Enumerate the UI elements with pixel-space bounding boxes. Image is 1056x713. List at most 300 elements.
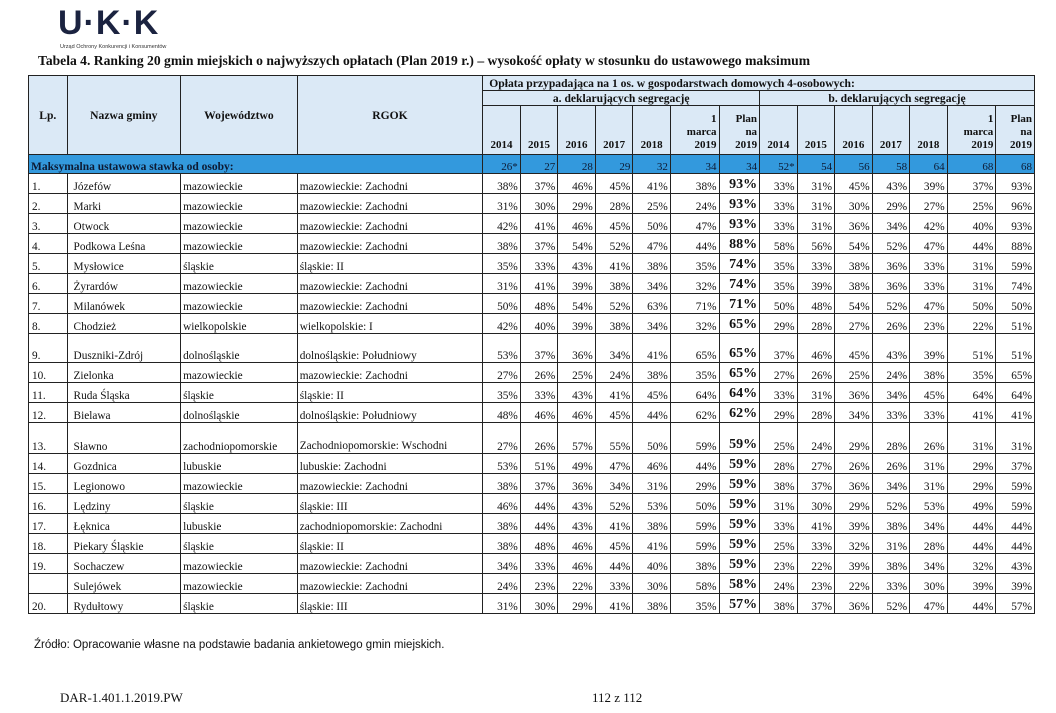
cell-a-value: 62% [670, 403, 719, 423]
cell-b-value: 31% [760, 494, 798, 514]
cell-b-value: 29% [947, 454, 996, 474]
cell-b-value: 29% [947, 474, 996, 494]
cell-lp: 2. [29, 194, 68, 214]
header-a-2017: 2017 [595, 106, 633, 155]
table-row [29, 214, 1035, 234]
cell-a-value: 51% [520, 454, 558, 474]
max-b-2015: 54 [797, 155, 835, 174]
cell-b-value: 33% [760, 214, 798, 234]
cell-b-value: 59% [996, 474, 1035, 494]
cell-b-value: 50% [996, 294, 1035, 314]
cell-b-value: 28% [872, 423, 910, 454]
cell-a-plan: 59% [719, 514, 760, 534]
cell-b-value: 37% [797, 594, 835, 614]
max-a-2015: 27 [520, 155, 558, 174]
cell-b-value: 27% [910, 194, 948, 214]
cell-a-plan: 88% [719, 234, 760, 254]
cell-rgok: mazowieckie: Zachodni [297, 474, 483, 494]
cell-b-value: 27% [797, 454, 835, 474]
cell-b-value: 35% [760, 254, 798, 274]
cell-rgok: mazowieckie: Zachodni [297, 363, 483, 383]
cell-a-value: 55% [595, 423, 633, 454]
cell-lp: 3. [29, 214, 68, 234]
cell-a-plan: 93% [719, 214, 760, 234]
cell-a-value: 39% [558, 274, 596, 294]
cell-b-value: 36% [872, 274, 910, 294]
cell-a-value: 24% [483, 574, 521, 594]
cell-a-value: 45% [595, 534, 633, 554]
cell-wojewodztwo: mazowieckie [181, 554, 298, 574]
cell-b-value: 31% [910, 454, 948, 474]
cell-a-value: 23% [520, 574, 558, 594]
cell-b-value: 38% [835, 274, 873, 294]
cell-a-value: 31% [483, 194, 521, 214]
cell-b-value: 26% [910, 423, 948, 454]
cell-a-value: 58% [670, 574, 719, 594]
cell-lp: 16. [29, 494, 68, 514]
header-b-plan: Plan na 2019 [996, 106, 1035, 155]
header-b-2016: 2016 [835, 106, 873, 155]
cell-b-value: 34% [872, 214, 910, 234]
cell-b-value: 25% [947, 194, 996, 214]
cell-gmina: Rydułtowy [67, 594, 181, 614]
cell-a-value: 44% [670, 234, 719, 254]
cell-b-value: 52% [872, 294, 910, 314]
cell-b-value: 41% [996, 403, 1035, 423]
cell-a-value: 42% [483, 214, 521, 234]
cell-b-value: 29% [760, 314, 798, 334]
cell-b-value: 64% [947, 383, 996, 403]
cell-a-value: 46% [558, 554, 596, 574]
cell-a-value: 65% [670, 334, 719, 363]
cell-wojewodztwo: śląskie [181, 254, 298, 274]
cell-b-value: 32% [947, 554, 996, 574]
cell-b-value: 36% [835, 594, 873, 614]
cell-b-value: 39% [835, 554, 873, 574]
cell-b-value: 31% [797, 194, 835, 214]
cell-a-value: 44% [633, 403, 671, 423]
cell-a-plan: 65% [719, 314, 760, 334]
cell-b-value: 35% [947, 363, 996, 383]
cell-a-plan: 64% [719, 383, 760, 403]
cell-wojewodztwo: mazowieckie [181, 363, 298, 383]
cell-a-plan: 93% [719, 174, 760, 194]
cell-a-value: 24% [670, 194, 719, 214]
cell-lp: 20. [29, 594, 68, 614]
cell-b-value: 22% [835, 574, 873, 594]
cell-a-value: 29% [558, 194, 596, 214]
cell-b-value: 39% [947, 574, 996, 594]
cell-a-plan: 65% [719, 334, 760, 363]
header-b-2018: 2018 [910, 106, 948, 155]
cell-a-value: 46% [520, 403, 558, 423]
max-a-2017: 29 [595, 155, 633, 174]
header-group-b: b. deklarujących segregację [760, 91, 1035, 106]
cell-a-value: 30% [520, 194, 558, 214]
cell-a-value: 29% [558, 594, 596, 614]
cell-b-value: 33% [760, 514, 798, 534]
cell-a-value: 30% [633, 574, 671, 594]
cell-b-value: 35% [760, 274, 798, 294]
table-row [29, 274, 1035, 294]
cell-b-value: 31% [872, 534, 910, 554]
cell-rgok: mazowieckie: Zachodni [297, 234, 483, 254]
cell-a-value: 38% [633, 514, 671, 534]
cell-b-value: 30% [835, 194, 873, 214]
cell-rgok: mazowieckie: Zachodni [297, 294, 483, 314]
cell-gmina: Józefów [67, 174, 181, 194]
cell-a-plan: 58% [719, 574, 760, 594]
cell-b-value: 38% [760, 594, 798, 614]
cell-lp: 13. [29, 423, 68, 454]
cell-a-value: 38% [670, 554, 719, 574]
max-a-marca: 34 [670, 155, 719, 174]
table-row [29, 514, 1035, 534]
cell-a-plan: 59% [719, 454, 760, 474]
cell-b-value: 33% [910, 403, 948, 423]
cell-b-value: 27% [760, 363, 798, 383]
cell-b-value: 54% [835, 294, 873, 314]
cell-b-value: 38% [835, 254, 873, 274]
cell-a-value: 59% [670, 423, 719, 454]
cell-b-value: 54% [835, 234, 873, 254]
cell-a-value: 45% [633, 383, 671, 403]
cell-wojewodztwo: mazowieckie [181, 294, 298, 314]
cell-b-value: 31% [947, 274, 996, 294]
cell-wojewodztwo: mazowieckie [181, 194, 298, 214]
cell-rgok: śląskie: III [297, 594, 483, 614]
cell-a-value: 25% [633, 194, 671, 214]
cell-b-value: 22% [947, 314, 996, 334]
cell-lp: 4. [29, 234, 68, 254]
cell-a-value: 48% [520, 534, 558, 554]
table-row [29, 254, 1035, 274]
cell-a-value: 38% [633, 254, 671, 274]
cell-a-value: 41% [595, 594, 633, 614]
cell-rgok: dolnośląskie: Południowy [297, 403, 483, 423]
cell-a-value: 38% [633, 594, 671, 614]
max-b-plan: 68 [996, 155, 1035, 174]
cell-a-value: 59% [670, 534, 719, 554]
cell-b-value: 51% [996, 334, 1035, 363]
cell-lp: 14. [29, 454, 68, 474]
cell-a-value: 43% [558, 254, 596, 274]
cell-a-value: 52% [595, 494, 633, 514]
cell-b-value: 26% [872, 454, 910, 474]
max-b-2016: 56 [835, 155, 873, 174]
cell-a-value: 34% [633, 274, 671, 294]
cell-a-value: 50% [483, 294, 521, 314]
cell-b-value: 44% [996, 514, 1035, 534]
cell-wojewodztwo: mazowieckie [181, 574, 298, 594]
max-b-2014: 52* [760, 155, 798, 174]
cell-wojewodztwo: mazowieckie [181, 174, 298, 194]
cell-b-value: 28% [797, 314, 835, 334]
cell-b-value: 42% [910, 214, 948, 234]
cell-gmina: Bielawa [67, 403, 181, 423]
cell-a-value: 44% [520, 514, 558, 534]
cell-a-value: 38% [483, 474, 521, 494]
cell-lp: 1. [29, 174, 68, 194]
cell-wojewodztwo: mazowieckie [181, 474, 298, 494]
table-row [29, 294, 1035, 314]
cell-b-value: 53% [910, 494, 948, 514]
table-row [29, 594, 1035, 614]
cell-a-value: 46% [558, 534, 596, 554]
cell-a-value: 38% [633, 363, 671, 383]
cell-rgok: mazowieckie: Zachodni [297, 194, 483, 214]
cell-b-value: 23% [910, 314, 948, 334]
cell-gmina: Zielonka [67, 363, 181, 383]
uokik-logo [58, 6, 178, 52]
cell-b-value: 33% [910, 254, 948, 274]
cell-a-value: 47% [595, 454, 633, 474]
header-a-2014: 2014 [483, 106, 521, 155]
cell-b-value: 44% [947, 594, 996, 614]
cell-a-value: 63% [633, 294, 671, 314]
cell-b-value: 38% [760, 474, 798, 494]
cell-b-value: 38% [910, 363, 948, 383]
document-id: DAR-1.401.1.2019.PW [60, 690, 183, 705]
cell-b-value: 36% [835, 383, 873, 403]
max-b-2017: 58 [872, 155, 910, 174]
cell-a-plan: 59% [719, 534, 760, 554]
cell-b-value: 34% [872, 383, 910, 403]
cell-lp [29, 574, 68, 594]
cell-a-value: 37% [520, 474, 558, 494]
cell-b-value: 39% [797, 274, 835, 294]
header-gmina: Nazwa gminy [67, 76, 181, 155]
cell-gmina: Duszniki-Zdrój [67, 334, 181, 363]
cell-b-value: 65% [996, 363, 1035, 383]
cell-a-value: 34% [595, 334, 633, 363]
cell-wojewodztwo: śląskie [181, 534, 298, 554]
max-rate-label: Maksymalna ustawowa stawka od osoby: [29, 155, 483, 174]
cell-a-value: 41% [633, 534, 671, 554]
cell-a-value: 49% [558, 454, 596, 474]
header-a-2016: 2016 [558, 106, 596, 155]
header-rgok: RGOK [297, 76, 483, 155]
cell-b-value: 26% [797, 363, 835, 383]
cell-a-value: 41% [595, 254, 633, 274]
cell-lp: 17. [29, 514, 68, 534]
table-row [29, 334, 1035, 363]
cell-b-value: 33% [797, 534, 835, 554]
table-row [29, 534, 1035, 554]
cell-b-value: 45% [835, 174, 873, 194]
cell-b-value: 88% [996, 234, 1035, 254]
cell-a-value: 28% [595, 194, 633, 214]
cell-b-value: 46% [797, 334, 835, 363]
cell-b-value: 36% [872, 254, 910, 274]
cell-lp: 15. [29, 474, 68, 494]
cell-wojewodztwo: mazowieckie [181, 234, 298, 254]
cell-wojewodztwo: lubuskie [181, 514, 298, 534]
cell-wojewodztwo: śląskie [181, 383, 298, 403]
cell-lp: 19. [29, 554, 68, 574]
header-a-plan: Plan na 2019 [719, 106, 760, 155]
cell-a-value: 42% [483, 314, 521, 334]
cell-gmina: Sławno [67, 423, 181, 454]
cell-b-value: 33% [872, 403, 910, 423]
cell-a-plan: 93% [719, 194, 760, 214]
cell-rgok: Zachodniopomorskie: Wschodni [297, 423, 483, 454]
cell-b-value: 41% [797, 514, 835, 534]
table-row [29, 314, 1035, 334]
cell-gmina: Sulejówek [67, 574, 181, 594]
cell-b-value: 23% [797, 574, 835, 594]
cell-b-value: 37% [760, 334, 798, 363]
cell-b-value: 41% [947, 403, 996, 423]
cell-b-value: 30% [797, 494, 835, 514]
cell-a-value: 64% [670, 383, 719, 403]
cell-a-plan: 71% [719, 294, 760, 314]
cell-a-value: 48% [483, 403, 521, 423]
cell-a-value: 36% [558, 334, 596, 363]
cell-a-value: 50% [670, 494, 719, 514]
cell-a-value: 46% [558, 403, 596, 423]
cell-rgok: mazowieckie: Zachodni [297, 554, 483, 574]
cell-a-value: 33% [520, 383, 558, 403]
cell-b-value: 52% [872, 234, 910, 254]
cell-wojewodztwo: wielkopolskie [181, 314, 298, 334]
cell-a-value: 34% [595, 474, 633, 494]
cell-b-value: 33% [760, 383, 798, 403]
cell-b-value: 56% [797, 234, 835, 254]
cell-a-plan: 59% [719, 494, 760, 514]
cell-b-value: 24% [760, 574, 798, 594]
max-b-2018: 64 [910, 155, 948, 174]
cell-a-value: 32% [670, 274, 719, 294]
cell-b-value: 47% [910, 234, 948, 254]
cell-gmina: Ruda Śląska [67, 383, 181, 403]
cell-a-value: 37% [520, 334, 558, 363]
cell-gmina: Łęknica [67, 514, 181, 534]
cell-b-value: 28% [760, 454, 798, 474]
cell-gmina: Chodzież [67, 314, 181, 334]
cell-a-value: 43% [558, 494, 596, 514]
cell-a-value: 38% [483, 534, 521, 554]
cell-a-value: 38% [670, 174, 719, 194]
cell-a-value: 38% [483, 234, 521, 254]
cell-a-value: 24% [595, 363, 633, 383]
table-row [29, 174, 1035, 194]
cell-b-value: 51% [947, 334, 996, 363]
cell-lp: 6. [29, 274, 68, 294]
cell-a-plan: 59% [719, 423, 760, 454]
cell-rgok: mazowieckie: Zachodni [297, 174, 483, 194]
cell-wojewodztwo: dolnośląskie [181, 334, 298, 363]
cell-a-value: 50% [633, 423, 671, 454]
cell-b-value: 39% [910, 174, 948, 194]
cell-b-value: 50% [760, 294, 798, 314]
cell-b-value: 25% [835, 363, 873, 383]
cell-b-value: 93% [996, 174, 1035, 194]
cell-a-value: 25% [558, 363, 596, 383]
cell-b-value: 37% [996, 454, 1035, 474]
cell-b-value: 39% [910, 334, 948, 363]
header-group-a: a. deklarujących segregację [483, 91, 760, 106]
cell-wojewodztwo: lubuskie [181, 454, 298, 474]
cell-rgok: śląskie: II [297, 254, 483, 274]
cell-rgok: śląskie: II [297, 534, 483, 554]
cell-b-value: 52% [872, 594, 910, 614]
cell-b-value: 37% [797, 474, 835, 494]
cell-b-value: 34% [910, 554, 948, 574]
cell-a-value: 35% [483, 383, 521, 403]
cell-a-value: 36% [558, 474, 596, 494]
cell-gmina: Podkowa Leśna [67, 234, 181, 254]
cell-b-value: 25% [760, 534, 798, 554]
cell-lp: 18. [29, 534, 68, 554]
cell-b-value: 74% [996, 274, 1035, 294]
cell-a-value: 38% [483, 174, 521, 194]
cell-b-value: 23% [760, 554, 798, 574]
header-lp: Lp. [29, 76, 68, 155]
cell-b-value: 58% [760, 234, 798, 254]
cell-gmina: Legionowo [67, 474, 181, 494]
header-a-marca: 1 marca 2019 [670, 106, 719, 155]
page-number: 112 z 112 [592, 690, 643, 705]
cell-b-value: 64% [996, 383, 1035, 403]
cell-b-value: 32% [835, 534, 873, 554]
cell-lp: 8. [29, 314, 68, 334]
table-row [29, 574, 1035, 594]
cell-wojewodztwo: śląskie [181, 594, 298, 614]
cell-b-value: 33% [760, 174, 798, 194]
cell-a-value: 40% [633, 554, 671, 574]
table-row [29, 194, 1035, 214]
cell-a-plan: 59% [719, 474, 760, 494]
cell-a-value: 31% [483, 594, 521, 614]
cell-a-value: 32% [670, 314, 719, 334]
cell-a-value: 41% [633, 174, 671, 194]
cell-b-value: 45% [910, 383, 948, 403]
cell-a-value: 41% [520, 214, 558, 234]
cell-a-value: 41% [633, 334, 671, 363]
cell-a-value: 41% [520, 274, 558, 294]
table-row [29, 494, 1035, 514]
cell-lp: 7. [29, 294, 68, 314]
table-row [29, 454, 1035, 474]
cell-a-value: 35% [670, 363, 719, 383]
cell-b-value: 24% [872, 363, 910, 383]
header-b-2015: 2015 [797, 106, 835, 155]
cell-b-value: 36% [835, 474, 873, 494]
table-row [29, 383, 1035, 403]
cell-a-value: 54% [558, 294, 596, 314]
cell-b-value: 31% [947, 423, 996, 454]
cell-a-value: 38% [595, 314, 633, 334]
cell-rgok: dolnośląskie: Południowy [297, 334, 483, 363]
cell-b-value: 50% [947, 294, 996, 314]
cell-gmina: Milanówek [67, 294, 181, 314]
cell-b-value: 93% [996, 214, 1035, 234]
cell-a-value: 38% [483, 514, 521, 534]
header-wojewodztwo: Województwo [181, 76, 298, 155]
cell-b-value: 26% [835, 454, 873, 474]
cell-b-value: 47% [910, 594, 948, 614]
cell-a-value: 38% [595, 274, 633, 294]
cell-a-value: 53% [483, 454, 521, 474]
cell-a-value: 54% [558, 234, 596, 254]
cell-a-value: 33% [520, 554, 558, 574]
cell-a-plan: 74% [719, 254, 760, 274]
cell-a-plan: 57% [719, 594, 760, 614]
max-a-2014: 26* [483, 155, 521, 174]
cell-a-value: 31% [483, 274, 521, 294]
cell-b-value: 33% [872, 574, 910, 594]
